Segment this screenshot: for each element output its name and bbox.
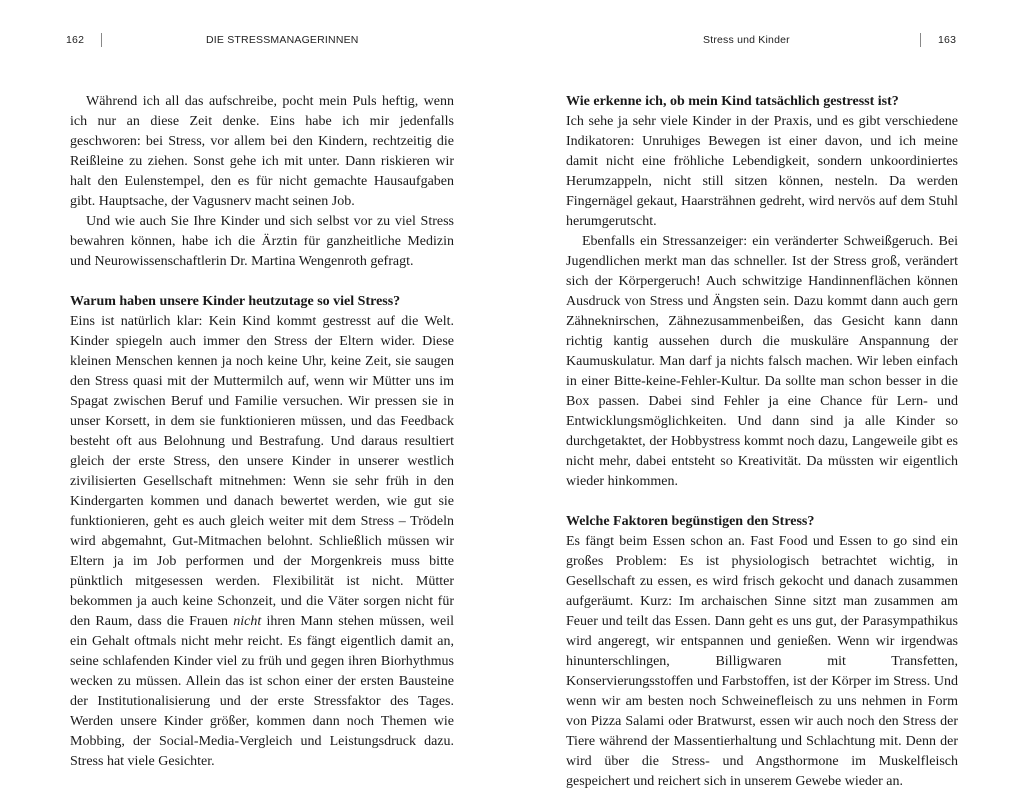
section-heading: Warum haben unsere Kinder heutzutage so viel Stress? [70,294,401,309]
paragraph: Und wie auch Sie Ihre Kinder und sich selbst vor zu viel Stress bewahren können, habe ich die Ärztin für ganzheitliche Medizin und Neurowissenschaftlerin Dr. Martina Wengenroth gefragt. [70,214,454,269]
body-text [566,92,958,792]
paragraph-part: ihren Mann stehen müssen, weil ein Gehalt oftmals nicht mehr reicht. Es fängt eigentlich damit an, seine schlafenden Kinder viel zu früh und gegen ihren Biorhythmus wecken zu müssen. Allein das ist schon einer der ersten Bausteine der Institutionalisierung und der erste Stressfaktor des Tages. Werden unsere Kinder größer, kommen dann noch Themen wie Mobbing, der Social-Media-Vergleich und Leistungsdruck dazu. Stress hat viele Gesichter. [70,614,455,769]
page-number: 163 [938,34,957,46]
body-text [70,92,454,772]
running-head [0,34,510,50]
header-divider [101,33,102,47]
paragraph: Ich sehe ja sehr viele Kinder in der Praxis, und es gibt verschiedene Indikatoren: Unruhiges Bewegen ist einer davon, und ich meine damit nicht eine fröhliche Lebendigkeit, sondern unkoordiniertes Herumzappeln, nicht still sitzen können, nesteln. Da werden Fingernägel gekaut, Haarsträhnen gedreht, wird nervös auf dem Stuhl herumgerutscht. [566,114,958,229]
paragraph: Es fängt beim Essen schon an. Fast Food und Essen to go sind ein großes Problem: Es ist physiologisch betrachtet wichtig, in Gesellschaft zu essen, es wird frisch gekocht und danach zusammen aufgeräumt. Kurz: Im archaischen Sinne sitzt man zusammen am Feuer und teilt das Essen. Dann geht es uns gut, der Parasympathikus wird angeregt, wir entspannen und genießen. Wenn wir irgendwas hinunterschlingen, Billigwaren mit Transfetten, Konservierungsstoffen und Farbstoffen, ist der Körper im Stress. Und wenn wir am besten noch Schweinefleisch zu uns nehmen in Form von Pizza Salami oder Bratwurst, essen wir auch noch den Stress der Tiere während der Massentierhaltung und Schlachtung mit. Denn der wird über die Stress- und Angsthormone im Muskelfleisch gespeichert und reichert sich in unserem Gewebe wieder an. [566,534,958,789]
running-title: Stress und Kinder [703,34,790,46]
emphasis: nicht [233,614,262,629]
header-divider [920,33,921,47]
page-number: 162 [66,34,85,46]
section-heading: Welche Faktoren begünstigen den Stress? [566,514,815,529]
right-page [510,0,1020,793]
paragraph: Während ich all das aufschreibe, pocht mein Puls heftig, wenn ich nur an diese Zeit denke. Eins habe ich mir jedenfalls geschworen: bei Stress, vor allem bei den Kindern, rechtzeitig die Reißleine zu ziehen. Sonst gehe ich mit unter. Dann riskieren wir halt den Eulenstempel, den es für nicht gemachte Hausaufgaben gibt. Hauptsache, der Vagusnerv macht seinen Job. [70,94,454,209]
running-title: DIE STRESSMANAGERINNEN [206,34,359,46]
paragraph: Ebenfalls ein Stressanzeiger: ein veränderter Schweißgeruch. Bei Jugendlichen merkt man das schneller. Ist der Stress groß, verändert sich der Körpergeruch! Auch schwitzige Handinnenflächen können Ausdruck von Stress und Ängsten sein. Dazu kommt dann auch gern Zähneknirschen, Zähnezusammenbeißen, das Gesicht kann dann richtig kantig aussehen durch die muskuläre Anspannung der Kaumuskulatur. Man darf ja nichts falsch machen. Wir leben einfach in einer Bitte-keine-Fehler-Kultur. Da sollte man schon besser in die Box passen. Dabei sind Fehler ja eine Chance für Lern- und Entwicklungsmöglichkeiten. Und dann sind ja alle Kinder so durchgetaktet, der Hobbystress kommt noch dazu, Langeweile gibt es nicht mehr, dabei entsteht so Kreativität. Da müssten wir eigentlich wieder hinkommen. [566,234,958,489]
section-heading: Wie erkenne ich, ob mein Kind tatsächlich gestresst ist? [566,94,899,109]
running-head [510,34,1020,50]
paragraph-part: Eins ist natürlich klar: Kein Kind kommt gestresst auf die Welt. Kinder spiegeln auch immer den Stress der Eltern wider. Diese kleinen Menschen kennen ja noch keine Uhr, keine Zeit, sie saugen den Stress quasi mit der Muttermilch auf, wenn wir Mütter uns im Spagat zwischen Beruf und Familie versuchen. Wir pressen sie in unser Korsett, in dem sie funktionieren müssen, und das Feedback besteht oft aus Belohnung und Bestrafung. Und daraus resultiert gleich der erste Stress, den unsere Kinder in unserer westlich zivilisierten Gesellschaft mitnehmen: Wenn sie sehr früh in den Kindergarten kommen und danach bewertet werden, wie gut sie funktionieren, geht es auch gleich weiter mit dem Stress – Trödeln wird abgemahnt, Gut-Mitmachen belohnt. Schließlich müssen wir Eltern ja im Job performen und der Morgenkreis muss bitte pünktlich mitgesessen werden. Flexibilität ist nicht. Mütter bekommen ja auch keine Schonzeit, und die Väter sorgen nicht für den Raum, dass die Frauen [70,314,454,629]
paragraph [70,312,454,772]
